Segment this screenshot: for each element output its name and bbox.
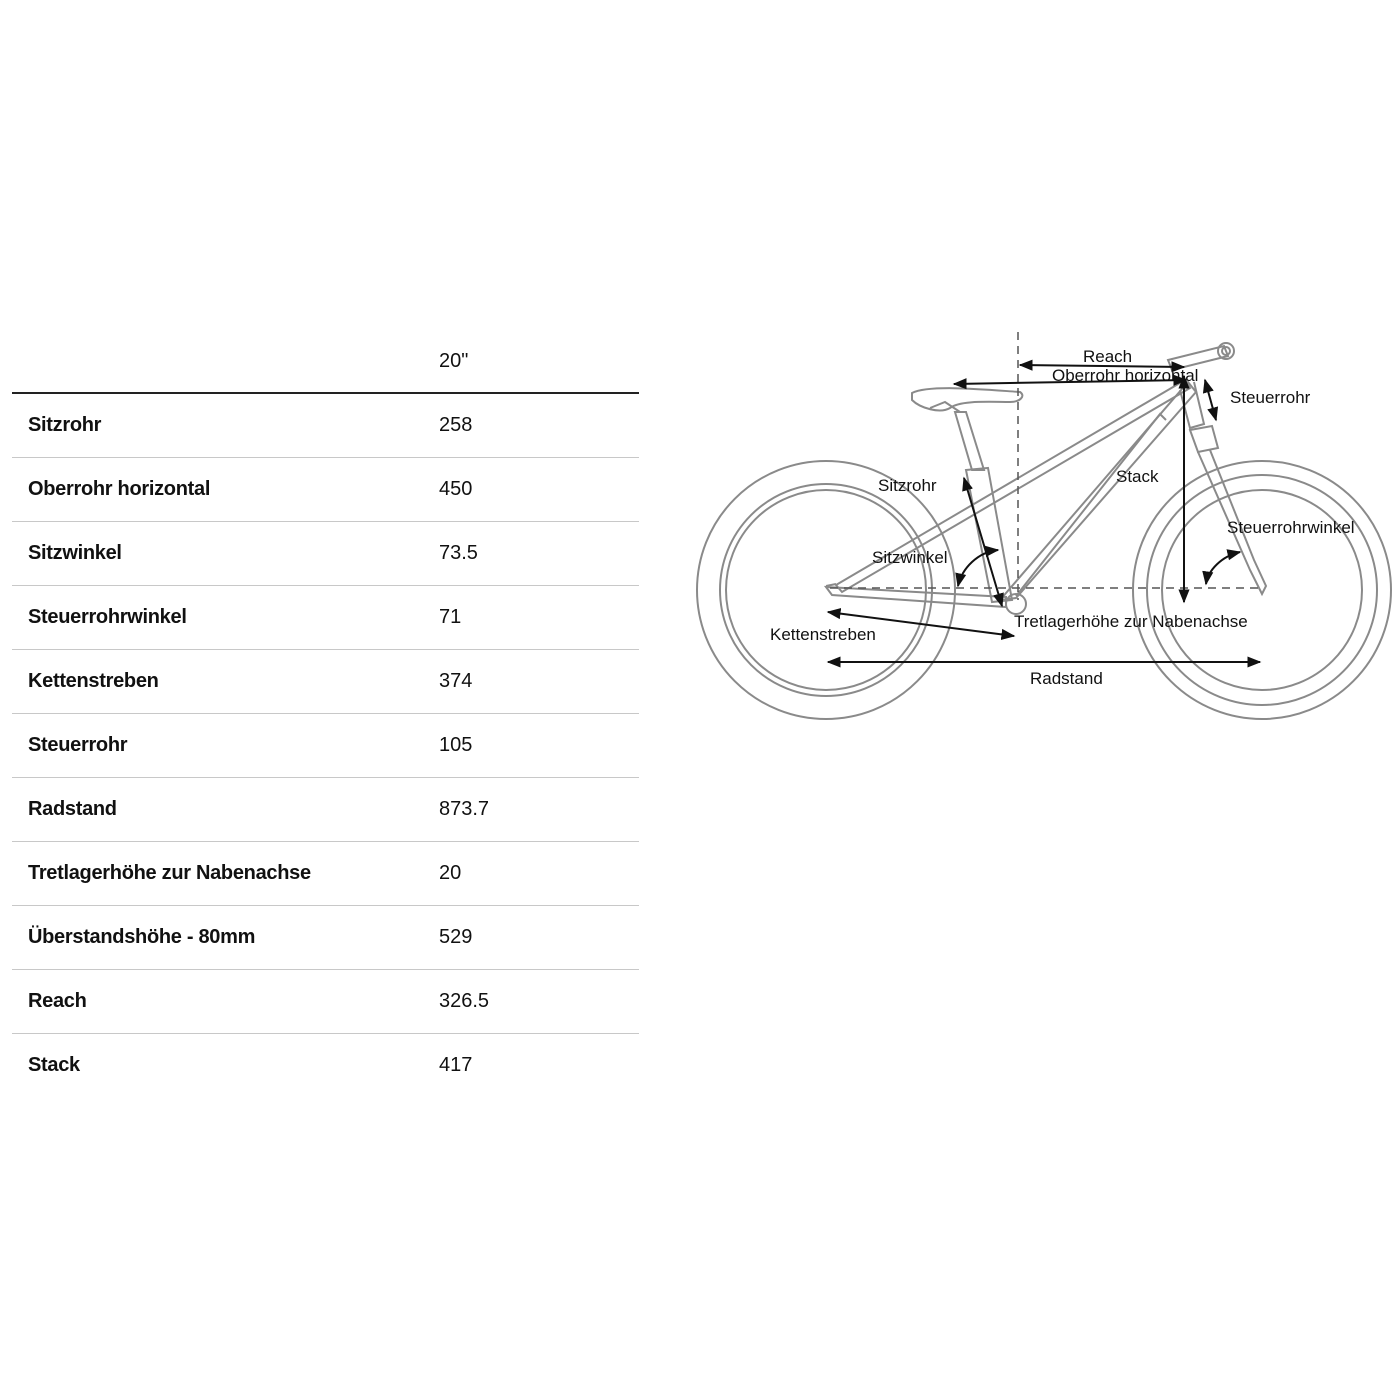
row-value: 450 (439, 478, 473, 500)
row-label: Steuerrohrwinkel (28, 606, 187, 628)
reach-label: Reach (1083, 347, 1133, 366)
table-row (12, 586, 639, 650)
table-header-row (12, 330, 639, 393)
head-angle-arrow (1206, 552, 1240, 584)
table-row (12, 842, 639, 906)
chainstays-label: Kettenstreben (770, 625, 876, 644)
size-column-header: 20" (439, 330, 639, 393)
table-row (12, 778, 639, 842)
row-label: Oberrohr horizontal (28, 478, 211, 500)
row-value: 20 (439, 862, 462, 884)
row-value: 417 (439, 1054, 473, 1076)
row-label: Radstand (28, 798, 117, 820)
table-row (12, 458, 639, 522)
rear-wheel (697, 461, 955, 719)
row-value: 374 (439, 670, 473, 692)
row-label: Sitzwinkel (28, 542, 122, 564)
bb-height-label: Tretlagerhöhe zur Nabenachse (1014, 612, 1248, 631)
table-row (12, 650, 639, 714)
row-label: Tretlagerhöhe zur Nabenachse (28, 862, 311, 884)
seat-tube-arrow (964, 478, 1002, 606)
row-label: Kettenstreben (28, 670, 159, 692)
row-label: Überstandshöhe - 80mm (28, 926, 256, 948)
row-label: Steuerrohr (28, 734, 128, 756)
row-value: 105 (439, 734, 473, 756)
table-row (12, 906, 639, 970)
geometry-table (12, 330, 639, 1097)
row-label: Reach (28, 990, 87, 1012)
wheelbase-label: Radstand (1030, 669, 1103, 688)
table-row (12, 714, 639, 778)
table-row (12, 393, 639, 458)
seat-angle-label: Sitzwinkel (872, 548, 948, 567)
head-angle-label: Steuerrohrwinkel (1227, 518, 1355, 537)
row-value: 326.5 (439, 990, 490, 1012)
table-row (12, 970, 639, 1034)
bike-geometry-diagram (640, 320, 1400, 740)
row-value: 258 (439, 414, 473, 436)
row-value: 529 (439, 926, 473, 948)
row-value: 71 (439, 606, 462, 628)
head-tube-arrow (1205, 380, 1216, 420)
seat-angle-arrow (958, 550, 998, 586)
front-wheel (1133, 461, 1391, 719)
stack-label: Stack (1116, 467, 1159, 486)
table-row (12, 1034, 639, 1098)
table-row (12, 522, 639, 586)
seat-tube-label: Sitzrohr (878, 476, 937, 495)
head-tube-label: Steuerrohr (1230, 388, 1311, 407)
row-value: 73.5 (439, 542, 478, 564)
row-value: 873.7 (439, 798, 490, 820)
row-label: Sitzrohr (28, 414, 102, 436)
label-column-header (12, 330, 439, 393)
row-label: Stack (28, 1054, 80, 1076)
top-tube-label: Oberrohr horizontal (1052, 366, 1199, 385)
